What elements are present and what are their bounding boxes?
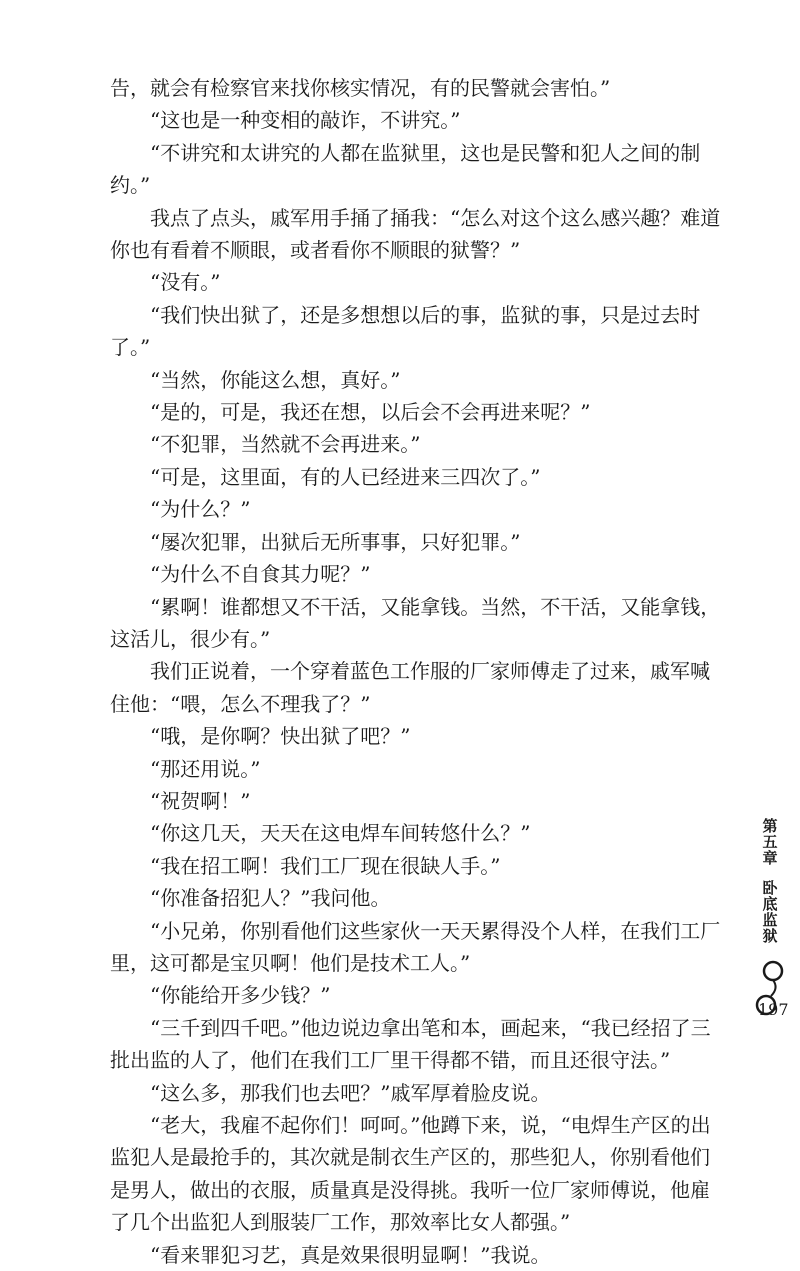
paragraph: 告，就会有检察官来找你核实情况，有的民警就会害怕。” xyxy=(110,76,611,100)
paragraph: “我在招工啊！我们工厂现在很缺人手。” xyxy=(150,853,501,878)
paragraph: “你能给开多少钱？” xyxy=(150,983,331,1008)
paragraph: “为什么？” xyxy=(150,497,251,522)
paragraph: “小兄弟，你别看他们这些家伙一天天累得没个人样，在我们工厂里，这可都是宝贝啊！他们是技术工人。” xyxy=(110,918,721,975)
paragraph: “我们快出狱了，还是多想想以后的事，监狱的事，只是过去时了。” xyxy=(110,302,701,360)
paragraph: “老大，我雇不起你们！呵呵。”他蹲下来，说，“电焊生产区的出监犯人是最抢手的，其次就是制衣生产区的，那些犯人，你别看他们是男人，做出的衣服，质量真是没得挑。我听一位厂家师傅说，他雇了几个出监犯人到服装厂工作，那效率比女人都强。” xyxy=(110,1113,711,1235)
paragraph: “当然，你能这么想，真好。” xyxy=(150,367,401,392)
paragraph: “这么多，那我们也去吧？”戚军厚着脸皮说。 xyxy=(150,1080,551,1105)
paragraph: “不讲究和太讲究的人都在监狱里，这也是民警和犯人之间的制约。” xyxy=(110,140,701,198)
body-text xyxy=(110,72,724,1271)
paragraph: “祝贺啊！” xyxy=(150,788,251,813)
chapter-sidebar xyxy=(750,818,790,1018)
paragraph: “那还用说。” xyxy=(150,756,261,781)
paragraph: 我们正说着，一个穿着蓝色工作服的厂家师傅走了过来，戚军喊住他：“喂，怎么不理我了？” xyxy=(110,659,710,716)
paragraph: “看来罪犯习艺，真是效果很明显啊！”我说。 xyxy=(150,1242,551,1267)
paragraph: “哦，是你啊？快出狱了吧？” xyxy=(150,724,411,749)
paragraph: “累啊！谁都想又不干活，又能拿钱。当然，不干活，又能拿钱，这活儿，很少有。” xyxy=(110,594,721,651)
paragraph: “可是，这里面，有的人已经进来三四次了。” xyxy=(150,464,541,489)
paragraph: “屡次犯罪，出狱后无所事事，只好犯罪。” xyxy=(150,529,521,554)
paragraph: “不犯罪，当然就不会再进来。” xyxy=(150,432,421,457)
book-title: 卧底监狱 xyxy=(760,880,779,944)
chapter-label: 第五章 xyxy=(760,818,779,866)
paragraph: 我点了点头，戚军用手捅了捅我：“怎么对这个这么感兴趣？难道你也有看着不顺眼，或者看你不顺眼的狱警？” xyxy=(110,205,721,263)
paragraph: “是的，可是，我还在想，以后会不会再进来呢？” xyxy=(150,400,591,425)
paragraph: “你准备招犯人？”我问他。 xyxy=(150,886,391,911)
paragraph: “没有。” xyxy=(150,270,221,295)
paragraph: “你这几天，天天在这电焊车间转悠什么？” xyxy=(150,821,531,846)
paragraph: “为什么不自食其力呢？” xyxy=(150,562,371,587)
page-number: 197 xyxy=(758,1000,789,1019)
paragraph: “这也是一种变相的敲诈，不讲究。” xyxy=(150,108,461,133)
paragraph: “三千到四千吧。”他边说边拿出笔和本，画起来，“我已经招了三批出监的人了，他们在我们工厂里干得都不错，而且还很守法。” xyxy=(110,1015,711,1073)
